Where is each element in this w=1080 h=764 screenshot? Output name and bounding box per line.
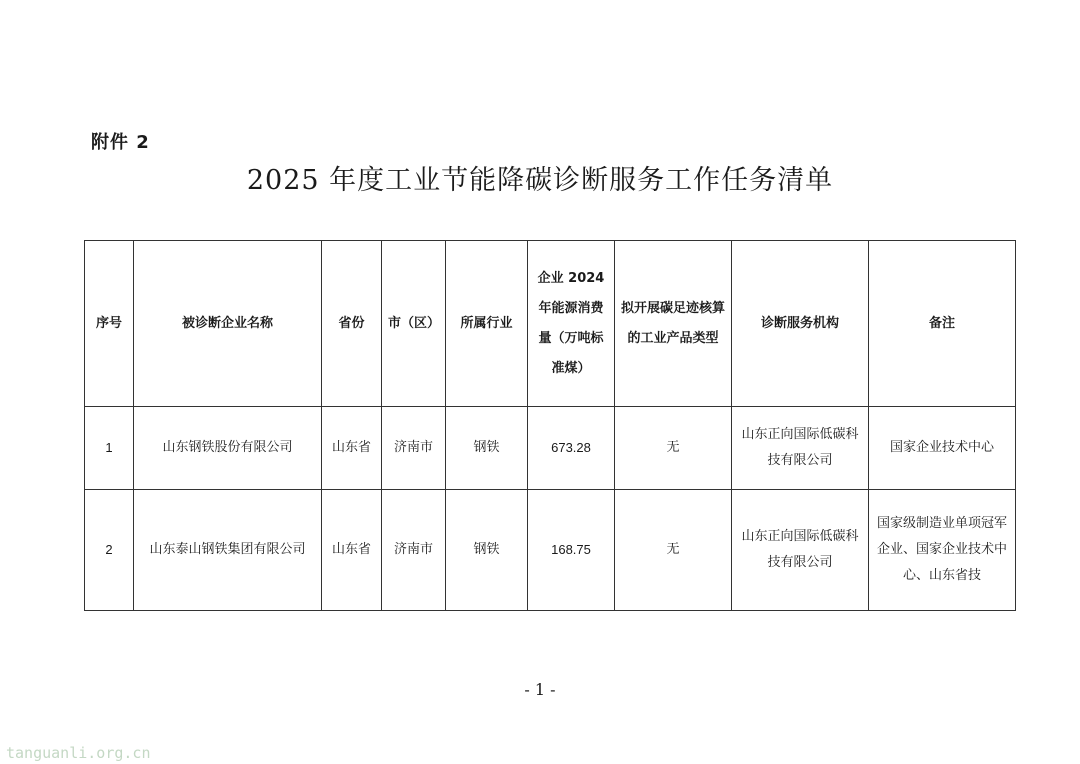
cell-agency: 山东正向国际低碳科技有限公司 — [732, 407, 869, 490]
header-agency: 诊断服务机构 — [732, 241, 869, 407]
cell-energy: 168.75 — [528, 490, 615, 611]
cell-agency: 山东正向国际低碳科技有限公司 — [732, 490, 869, 611]
watermark: tanguanli.org.cn — [6, 744, 151, 762]
attachment-label: 附件 2 — [91, 132, 150, 153]
table-header-row — [85, 241, 1016, 407]
cell-company: 山东泰山钢铁集团有限公司 — [134, 490, 322, 611]
cell-industry: 钢铁 — [446, 407, 528, 490]
document-title: 2025 年度工业节能降碳诊断服务工作任务清单 — [246, 165, 834, 196]
header-energy: 企业 2024 年能源消费量（万吨标准煤） — [528, 241, 615, 407]
cell-city: 济南市 — [382, 407, 446, 490]
cell-index: 1 — [85, 407, 134, 490]
cell-industry: 钢铁 — [446, 490, 528, 611]
cell-company: 山东钢铁股份有限公司 — [134, 407, 322, 490]
header-remark: 备注 — [869, 241, 1016, 407]
header-company: 被诊断企业名称 — [134, 241, 322, 407]
cell-remark: 国家企业技术中心 — [869, 407, 1016, 490]
header-province: 省份 — [322, 241, 382, 407]
header-city: 市（区） — [382, 241, 446, 407]
table-row — [85, 407, 1016, 490]
cell-energy: 673.28 — [528, 407, 615, 490]
cell-product-type: 无 — [615, 490, 732, 611]
task-table — [84, 240, 1016, 611]
page-number: - 1 - — [524, 680, 556, 699]
cell-remark: 国家级制造业单项冠军企业、国家企业技术中心、山东省技 — [869, 490, 1016, 611]
header-index: 序号 — [85, 241, 134, 407]
cell-province: 山东省 — [322, 490, 382, 611]
table-row — [85, 490, 1016, 611]
header-industry: 所属行业 — [446, 241, 528, 407]
cell-product-type: 无 — [615, 407, 732, 490]
cell-city: 济南市 — [382, 490, 446, 611]
cell-province: 山东省 — [322, 407, 382, 490]
header-product-type: 拟开展碳足迹核算的工业产品类型 — [615, 241, 732, 407]
cell-index: 2 — [85, 490, 134, 611]
